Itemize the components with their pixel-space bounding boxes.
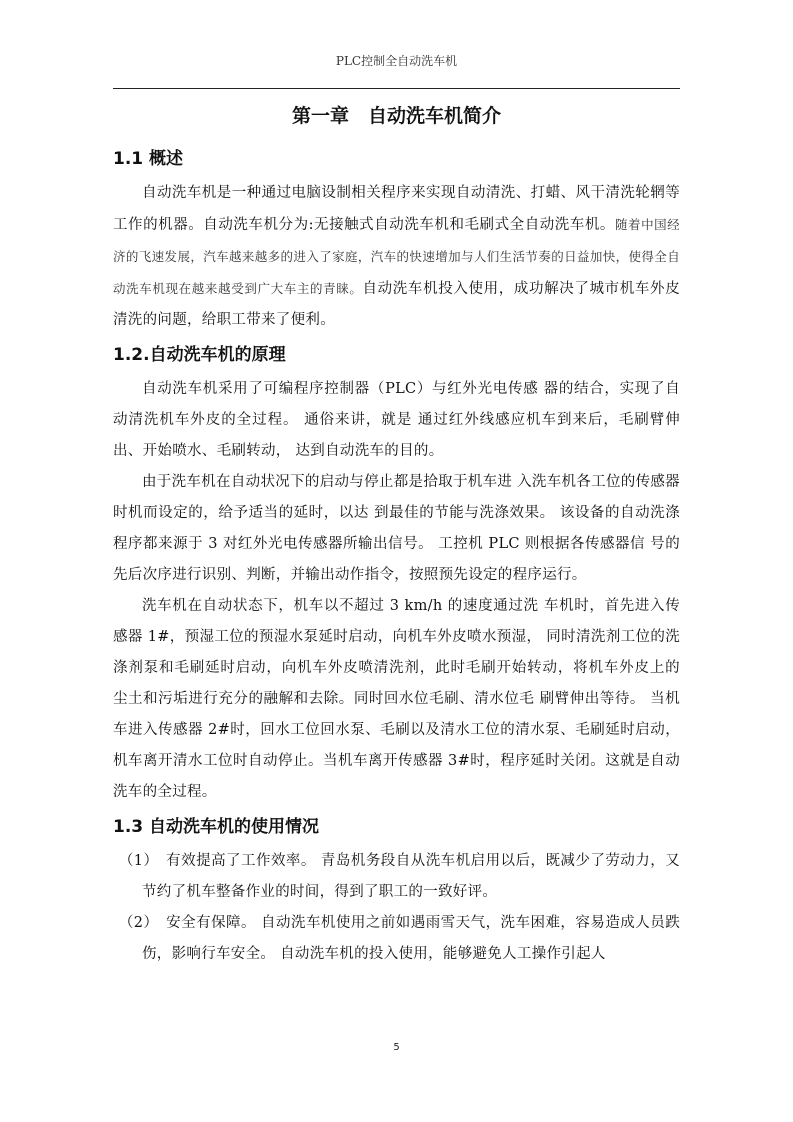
paragraph-overview <box>113 178 680 336</box>
paragraph-principle-3: 洗车机在自动状态下，机车以不超过 3 km/h 的速度通过洗 车机时，首先进入传感器 1#，预湿工位的预湿水泵延时启动，向机车外皮喷水预湿， 同时清洗剂工位的洗涤剂泵和毛刷延时启动，向机车外皮喷清洗剂，此时毛刷开始转动，将机车外皮上的 尘土和污垢进行充分的融解和去除。同时回水位毛刷、清水位毛 刷臂伸出等待。 当机车进入传感器 2#时，回水工位回水泵、毛刷以及清水工位的清水泵、毛刷延时启动，机车离开清水工位时自动停止。当机车离开传感器 3#时，程序延时关闭。这就是自动洗车的全过程。 <box>113 598 680 800</box>
list-item-usage-2: （2） 安全有保障。 自动洗车机使用之前如遇雨雪天气，洗车困难，容易造成人员跌伤，影响行车安全。 自动洗车机的投入使用，能够避免人工操作引起人 <box>118 915 680 962</box>
list-item-usage-1: （1） 有效提高了工作效率。 青岛机务段自从洗车机启用以后，既减少了劳动力，又节约了机车整备作业的时间，得到了职工的一致好评。 <box>118 853 680 900</box>
page-body <box>113 100 680 970</box>
header-rule <box>113 88 680 89</box>
overview-text-small: 随着中国经济的飞速发展，汽车越来越多的进入了家庭，汽车的快速增加与人们生活节奏的日益加快，使得全自动洗车机现在越来越受到广大车主的青睐。 <box>113 217 680 296</box>
overview-text-b: 自动洗车机投入使用，成功解决了城市机车外皮清洗的问题，给职工带来了便利。 <box>113 281 680 328</box>
section-title-1-3: 1.3 自动洗车机的使用情况 <box>113 817 320 837</box>
page-number: 5 <box>393 1042 400 1053</box>
section-title-1-2: 1.2.自动洗车机的原理 <box>113 345 286 365</box>
section-title-1-1: 1.1 概述 <box>113 149 184 169</box>
paragraph-principle-2: 由于洗车机在自动状况下的启动与停止都是拾取于机车进 入洗车机各工位的传感器时机而设定的，给予适当的延时，以达 到最佳的节能与洗涤效果。 该设备的自动洗涤程序都来源于 3 对红外光电传感器所输出信号。 工控机 PLC 则根据各传感器信 号的先后次序进行识别、判断，并输出动作指令，按照预先设定的程序运行。 <box>113 474 680 583</box>
chapter-title: 第一章 自动洗车机简介 <box>291 105 501 127</box>
overview-text-a: 自动洗车机是一种通过电脑设制相关程序来实现自动清洗、打蜡、风干清洗轮辋等工作的机器。自动洗车机分为:无接触式自动洗车机和毛刷式全自动洗车机。 <box>113 185 680 233</box>
running-header: PLC控制全自动洗车机 <box>335 54 458 68</box>
paragraph-principle-1: 自动洗车机采用了可编程序控制器（PLC）与红外光电传感 器的结合，实现了自动清洗机车外皮的全过程。 通俗来讲，就是 通过红外线感应机车到来后，毛刷臂伸出、开始喷水、毛刷转动， 达到自动洗车的目的。 <box>113 381 680 459</box>
